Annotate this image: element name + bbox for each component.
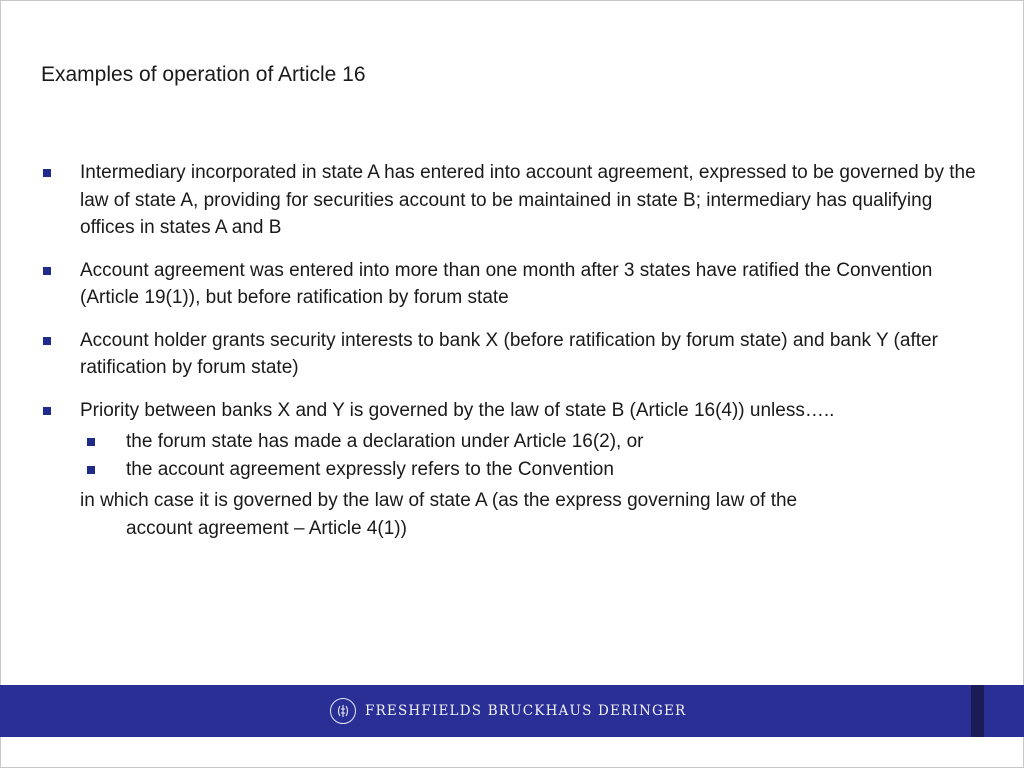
brand-logo xyxy=(330,696,686,726)
square-bullet-icon xyxy=(43,337,51,345)
continuation-paragraph xyxy=(41,487,991,542)
square-bullet-icon xyxy=(43,169,51,177)
bullet-text: Priority between banks X and Y is governed by the law of state B (Article 16(4)) unless….. xyxy=(80,399,835,421)
subbullet-item xyxy=(41,428,991,456)
square-bullet-icon xyxy=(87,438,95,446)
subbullet-item xyxy=(41,456,991,484)
bullet-item xyxy=(41,397,991,425)
seal-glyph-icon xyxy=(335,703,351,719)
bullet-text: Account agreement was entered into more than one month after 3 states have ratified the Convention (Article 19(1)), but before ratification by forum state xyxy=(80,259,933,308)
bullet-text: Account holder grants security interests to bank X (before ratification by forum state) and bank Y (after ratification by forum state) xyxy=(80,329,938,378)
continuation-line-2: account agreement – Article 4(1)) xyxy=(126,517,407,539)
continuation-line-1: in which case it is governed by the law of state A (as the express governing law of the xyxy=(80,490,798,511)
subbullet-text: the account agreement expressly refers to the Convention xyxy=(126,458,614,480)
footer-bar xyxy=(0,685,1024,737)
footer-accent-block xyxy=(971,685,984,737)
bullet-text: Intermediary incorporated in state A has entered into account agreement, expressed to be governed by the law of state A, providing for securities account to be maintained in state B; intermediary has qualifying offices in states A and B xyxy=(80,162,976,238)
slide-content xyxy=(41,159,991,542)
bullet-item xyxy=(41,327,991,382)
bullet-item xyxy=(41,159,991,242)
brand-name: FRESHFIELDS BRUCKHAUS DERINGER xyxy=(365,703,687,719)
seal-icon xyxy=(330,698,356,724)
subbullet-text: the forum state has made a declaration under Article 16(2), or xyxy=(126,431,644,452)
bullet-item xyxy=(41,257,991,312)
square-bullet-icon xyxy=(43,267,51,275)
square-bullet-icon xyxy=(43,407,51,415)
slide-title: Examples of operation of Article 16 xyxy=(41,63,366,86)
square-bullet-icon xyxy=(87,466,95,474)
